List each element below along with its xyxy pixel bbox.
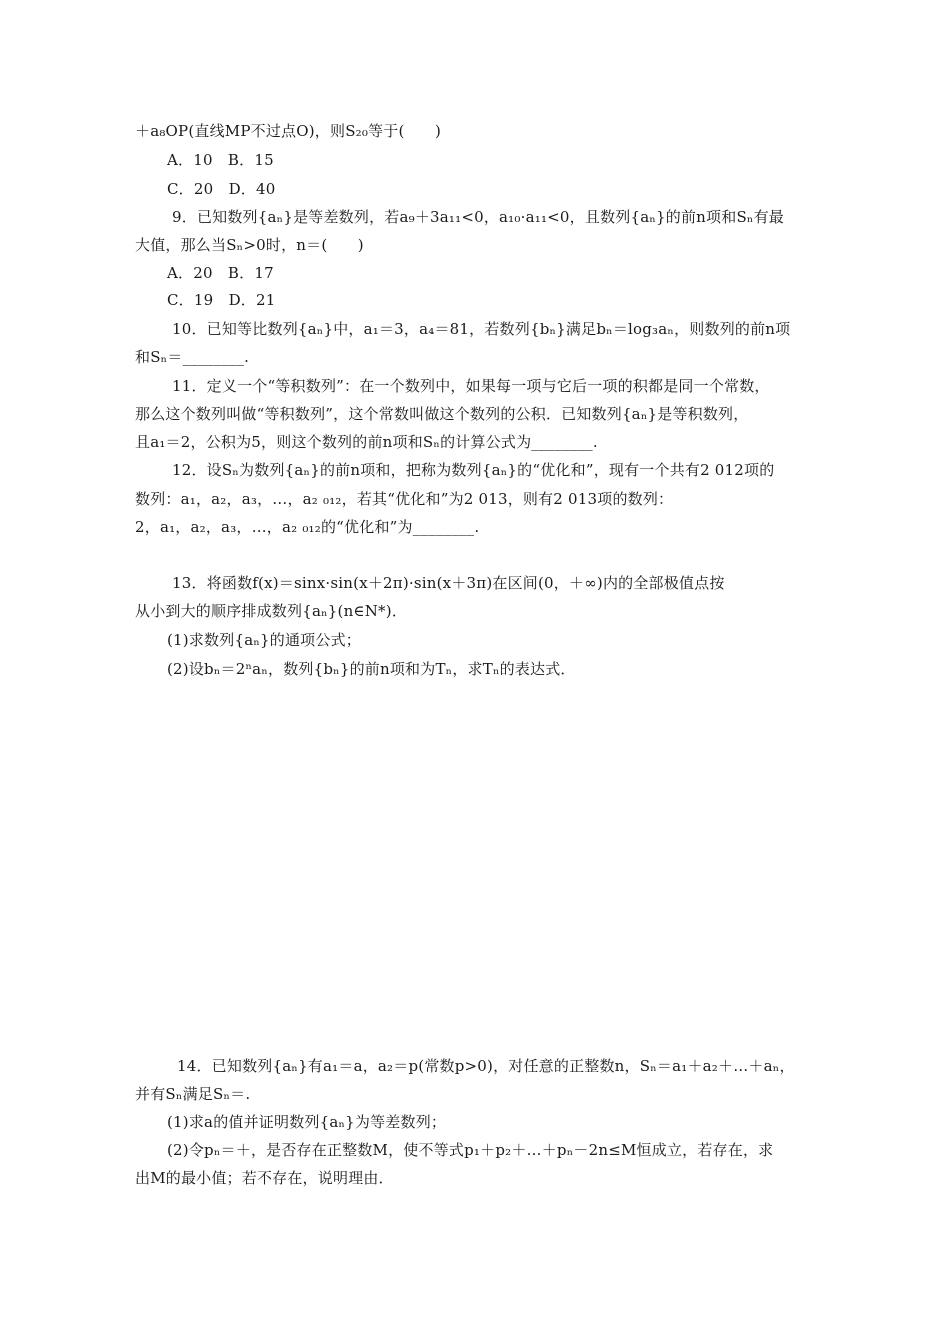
q8-options-cd: C．20 D．40 [167, 180, 276, 198]
q12-line-1: 12．设Sₙ为数列{aₙ}的前n项和，把称为数列{aₙ}的“优化和”，现有一个共有2 012项的 [172, 461, 775, 479]
q10-line-1: 10．已知等比数列{aₙ}中，a₁＝3，a₄＝81，若数列{bₙ}满足bₙ＝log₃aₙ，则数列的前n项 [172, 320, 791, 338]
q14-line-1: 14．已知数列{aₙ}有a₁＝a，a₂＝p(常数p>0)，对任意的正整数n，Sₙ＝a₁＋a₂＋…＋aₙ， [177, 1057, 795, 1075]
q9-options-cd: C．19 D．21 [167, 291, 276, 309]
q9-line-1: 9．已知数列{aₙ}是等差数列，若a₉＋3a₁₁<0，a₁₀·a₁₁<0，且数列{aₙ}的前n项和Sₙ有最 [172, 208, 785, 226]
q14-part-2: (2)令pₙ＝＋，是否存在正整数M，使不等式p₁＋p₂＋…＋pₙ－2n≤M恒成立，若存在，求 [167, 1141, 774, 1159]
q8-continuation: ＋a₈OP(直线MP不过点O)，则S₂₀等于( ) [135, 122, 442, 140]
q14-line-2: 并有Sₙ满足Sₙ＝. [135, 1085, 251, 1103]
q12-line-3: 2，a₁，a₂，a₃，…，a₂ ₀₁₂的“优化和”为________. [135, 518, 480, 536]
q13-part-1: (1)求数列{aₙ}的通项公式； [167, 631, 361, 649]
q9-options-ab: A．20 B．17 [167, 264, 274, 282]
q13-part-2: (2)设bₙ＝2ⁿaₙ，数列{bₙ}的前n项和为Tₙ，求Tₙ的表达式． [167, 660, 576, 678]
q13-line-2: 从小到大的顺序排成数列{aₙ}(n∈N*)． [135, 602, 408, 620]
q14-part-1: (1)求a的值并证明数列{aₙ}为等差数列； [167, 1113, 447, 1131]
q11-line-3: 且a₁＝2，公积为5，则这个数列的前n项和Sₙ的计算公式为________. [135, 433, 598, 451]
q8-options-ab: A．10 B．15 [167, 151, 274, 169]
q12-line-2: 数列：a₁，a₂，a₃，…，a₂ ₀₁₂，若其“优化和”为2 013，则有2 013项的数列： [135, 490, 674, 508]
q14-part-2-cont: 出M的最小值；若不存在，说明理由． [135, 1169, 394, 1187]
q13-line-1: 13．将函数f(x)＝sinx·sin(x＋2π)·sin(x＋3π)在区间(0，＋∞)内的全部极值点按 [172, 574, 725, 592]
q11-line-1: 11．定义一个“等积数列”：在一个数列中，如果每一项与它后一项的积都是同一个常数， [172, 377, 770, 395]
q9-line-2: 大值，那么当Sₙ>0时，n＝( ) [135, 236, 364, 254]
q10-line-2: 和Sₙ＝________. [135, 348, 250, 366]
q11-line-2: 那么这个数列叫做“等积数列”，这个常数叫做这个数列的公积．已知数列{aₙ}是等积数列， [135, 405, 749, 423]
